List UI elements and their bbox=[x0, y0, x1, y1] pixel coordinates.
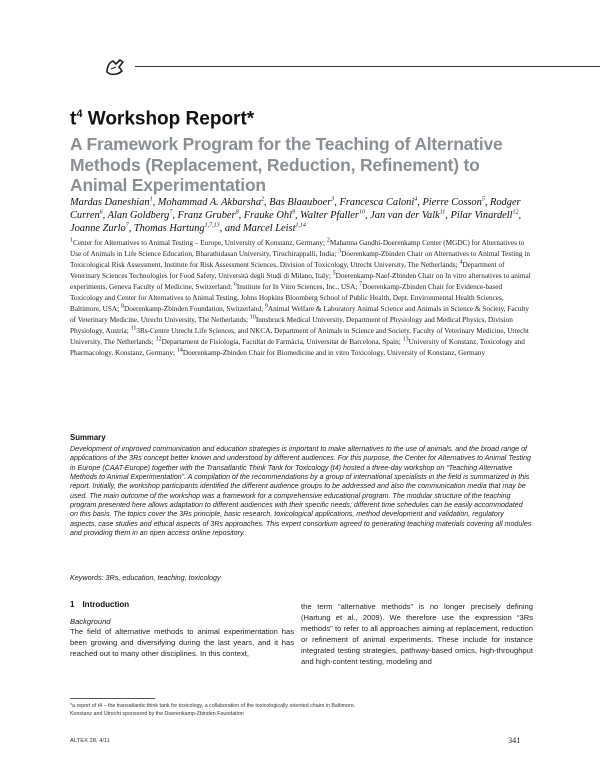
affiliation-text: Doerenkamp-Zbinden Chair for Evidence-based Toxicology and Center for Alternatives to Animal Testing, Johns Hopkins Bloomberg School of Public Health, Dept. Environmental Health Sciences, Baltimore, USA; bbox=[70, 283, 504, 313]
affiliation-text: Doerenkamp-Zbinden Chair on Alternatives to Animal Testing in Toxicological Risk Assessment, Institute for Risk Assessment Sciences, Division of Toxicology, Utrecht University, The Netherlands; bbox=[70, 250, 530, 269]
author-name: Bas Blaauboer bbox=[269, 197, 332, 208]
summary-section bbox=[70, 433, 532, 538]
author-name: Pilar Vinardell bbox=[450, 209, 513, 221]
journal-citation: ALTEX 28, 4/11 bbox=[70, 738, 111, 744]
author-affiliation-ref: 1,7,13 bbox=[204, 222, 220, 229]
author-affiliation-ref: 8 bbox=[235, 209, 239, 216]
affiliation-text: Center for Alternatives to Animal Testing – Europe, University of Konstanz, Germany; bbox=[73, 239, 327, 247]
report-type-label: $t^4$ Workshop Report* bbox=[70, 108, 255, 130]
summary-text: Development of improved communication and education strategies is important to make alternatives to the use of animals, and the broad range of applications of the 3Rs concept better known and understood by different audiences. For this purpose, the Center for Alternatives to Animal Testing in Europe (CAAT-Europe) together with the Transatlantic Think Tank for Toxicology (t4) hosted a three-day workshop on “Teaching Alternative Methods to Animal Experimentation”. A compilation of the recommendations by a group of international specialists in the field is summarized in this report. Initially, the workshop participants identified the different audience groups to be addressed and also the communication media that may be used. The main outcome of the workshop was a framework for a comprehensive educational program. The modular structure of the teaching program presented here allows adaptation to different audiences with their specific needs; different time schedules can be easily accommodated on this basis. The topics cover the 3Rs principle, basic research, toxicological applications, method development and validation, regulatory aspects, case studies and ethical aspects of 3Rs approaches. This expert consortium agreed to generating teaching materials covering all modules and providing them in an open access online repository. bbox=[70, 445, 532, 538]
author-affiliation-ref: 7 bbox=[125, 222, 129, 229]
affiliation-number: 7 bbox=[359, 281, 363, 288]
author-name: Pierre Cosson bbox=[422, 197, 482, 208]
affiliation-number: 1 bbox=[70, 237, 73, 244]
author-affiliation-ref: 3 bbox=[331, 196, 335, 203]
footnote-rule bbox=[70, 698, 155, 699]
affiliation-text: University of Konstanz, Toxicology and Pharmacology, Konstanz, Germany; bbox=[70, 338, 525, 357]
author-name: Walter Pfaller bbox=[300, 209, 359, 221]
intro-right-text: the term “alternative methods” is no longer precisely defining (Hartung et al., 2009). We therefore use the expression “3Rs methods” to refer to all approaches aiming at replacement, reduction or refinement of animal experiments. These include for instance integrated testing strategies, pathway-based omics, high-throughput and high-content testing, modeling and bbox=[301, 602, 533, 666]
author-affiliation-ref: 9 bbox=[291, 209, 295, 216]
article-title: A Framework Program for the Teaching of Alternative Methods (Replacement, Reduction, Refinement) to Animal Experimentation bbox=[70, 134, 503, 195]
affiliation-text: 3Rs-Centre Utrecht Life Sciences, and NKCA, Department of Animals in Science and Society, Faculty of Veterinary Medicine, Utrecht University, The Netherlands; bbox=[70, 327, 529, 346]
author-affiliation-ref: 1 bbox=[149, 196, 153, 203]
intro-heading: 1 Introduction bbox=[70, 600, 130, 609]
author-list: Mardas Daneshian$^1$, Mohammad A. Akbarsha$^2$, Bas Blaauboer$^3$, Francesca Caloni$^4$, Pierre Cosson$^5$, Rodger Curren$^6$, Alan Goldberg$^7$, Franz Gruber$^8$, Frauke Ohl$^9$, Walter Pfaller$^{10}$, Jan van der Valk$^{11}$, Pilar Vinardell$^{12}$, Joanne Zurlo$^7$, Thomas Hartung$^{1,7,13}$, and Marcel Leist$^{1,14}$ bbox=[70, 196, 522, 234]
author-affiliation-ref: 7 bbox=[169, 209, 173, 216]
affiliation-number: 14 bbox=[176, 347, 183, 354]
affiliation-number: 3 bbox=[338, 248, 342, 255]
affiliation-number: 6 bbox=[233, 281, 237, 288]
affiliation-number: 2 bbox=[326, 237, 330, 244]
author-affiliation-ref: 6 bbox=[99, 209, 103, 216]
author-affiliation-ref: 12 bbox=[512, 209, 519, 216]
author-name: Joanne Zurlo bbox=[70, 222, 126, 234]
affiliation-text: Mahatma Gandhi-Doerenkamp Center (MGDC) for Alternatives to Use of Animals in Life Science Education, Bharathidasan University, Tiruchirappalli, India; bbox=[70, 239, 525, 258]
author-affiliation-ref: 1,14 bbox=[295, 222, 306, 229]
author-name: Thomas Hartung bbox=[133, 222, 205, 234]
intro-subheading: Background bbox=[70, 617, 111, 626]
affiliation-text: Doerenkamp-Naef-Zbinden Chair on In vitro alternatives to animal experiments, Geneva Faculty of Medicine, Switzerland; bbox=[70, 272, 531, 291]
affiliation-number: 11 bbox=[130, 325, 137, 332]
keywords: Keywords: 3Rs, education, teaching, toxicology bbox=[70, 573, 221, 582]
intro-left-text: The field of alternative methods to animal experimentation has been growing and diversifying during the last years, and it has reached out to many other disciplines. In this context, bbox=[70, 627, 294, 658]
affiliation-number: 13 bbox=[402, 336, 409, 343]
author-name: Jan van der Valk bbox=[370, 209, 440, 221]
affiliation-number: 4 bbox=[459, 259, 463, 266]
affiliation-text: Animal Welfare & Laboratory Animal Science and Animals in Science & Society, Faculty of Veterinary Medicine, Utrecht University, The Netherlands; bbox=[70, 305, 530, 324]
author-name: Mardas Daneshian bbox=[70, 197, 150, 208]
affiliation-text: Innsbruck Medical University, Department of Physiology and Medical Physics, Division Physiology, Austria; bbox=[70, 316, 513, 335]
intro-left-column bbox=[70, 600, 294, 660]
affiliation-number: 8 bbox=[120, 303, 124, 310]
author-name: Rodger Curren bbox=[70, 197, 521, 221]
header-rule bbox=[135, 66, 600, 67]
author-name: Alan Goldberg bbox=[107, 209, 170, 221]
page-number: 341 bbox=[508, 736, 521, 745]
author-name: Franz Gruber bbox=[177, 209, 236, 221]
affiliation-text: Department of Veterinary Sciences Technologies for Food Safety, Università degli Studi di Milano, Italy; bbox=[70, 261, 505, 280]
affiliation-text: Institute for In Vitro Sciences, Inc., USA; bbox=[236, 283, 360, 291]
author-affiliation-ref: 2 bbox=[261, 196, 265, 203]
author-name: Frauke Ohl bbox=[243, 209, 292, 221]
affiliation-number: 12 bbox=[155, 336, 162, 343]
summary-heading: Summary bbox=[70, 433, 106, 442]
author-affiliation-ref: 5 bbox=[481, 196, 485, 203]
author-affiliation-ref: 10 bbox=[358, 209, 365, 216]
affiliation-number: 9 bbox=[264, 303, 268, 310]
author-name: Marcel Leist bbox=[243, 222, 296, 234]
author-name: Francesca Caloni bbox=[339, 197, 415, 208]
affiliation-text: Doerenkamp-Zbinden Chair for Biomedicine and in vitro Toxicology, University of Konstanz, Germany bbox=[182, 349, 486, 357]
intro-right-column bbox=[301, 602, 533, 667]
affiliation-number: 5 bbox=[332, 270, 336, 277]
author-affiliation-ref: 4 bbox=[414, 196, 418, 203]
altex-hand-logo-icon bbox=[104, 56, 126, 78]
affiliation-text: Doerenkamp-Zbinden Foundation, Switzerland; bbox=[123, 305, 265, 313]
author-name: Mohammad A. Akbarsha bbox=[157, 197, 262, 208]
footnote: *a report of t4 – the transatlantic think tank for toxicology, a collaboration of the toxicologically oriented chairs in Baltimore, Konstanz and Utrecht sponsored by the Doerenkamp-Zbinden Foundation bbox=[70, 703, 356, 717]
affiliation-text: Departament de Fisiologia, Facultat de Farmàcia, Universitat de Barcelona, Spain; bbox=[161, 338, 403, 346]
affiliations bbox=[70, 238, 532, 359]
affiliation-number: 10 bbox=[249, 314, 256, 321]
author-affiliation-ref: 11 bbox=[439, 209, 446, 216]
